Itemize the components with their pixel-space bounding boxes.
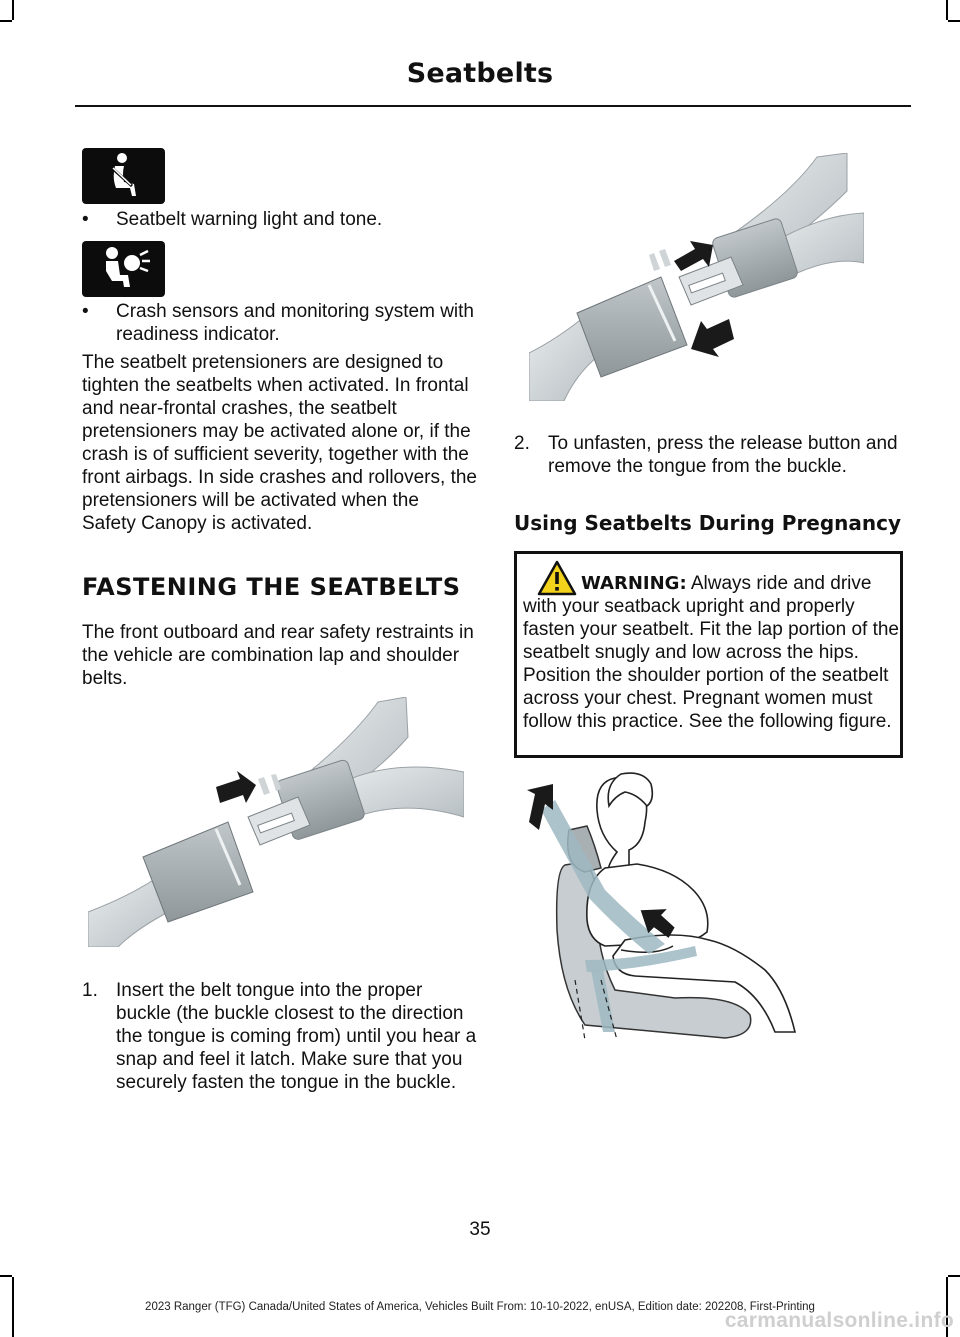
step-2	[514, 432, 904, 478]
fastening-heading: FASTENING THE SEATBELTS	[82, 573, 461, 601]
crop-mark	[948, 20, 960, 22]
step-number: 2.	[514, 433, 530, 454]
footer-edition: 2023 Ranger (TFG) Canada/United States of America, Vehicles Built From: 10-10-2022, enUSA, Edition date: 202208, First-Printing	[145, 1301, 815, 1313]
bullet-dot: •	[82, 209, 89, 230]
bullet-crash-sensors	[82, 300, 478, 346]
unfasten-belt-illustration	[529, 153, 864, 401]
header-rule	[75, 105, 911, 107]
step-1	[82, 979, 478, 1094]
pregnancy-seatbelt-illustration	[525, 770, 825, 1045]
warning-body: Always ride and drive with your seatback upright and properly fasten your seatbelt. Fit the lap portion of the seatbelt snugly and low across the hips. Position the shoulder portion of the seatbelt across your chest. Pregnant women must follow this practice. See the following figure.	[523, 573, 900, 732]
step-number: 1.	[82, 980, 98, 1001]
fasten-belt-illustration	[88, 697, 464, 947]
warning-label: WARNING:	[581, 573, 687, 594]
step-text: To unfasten, press the release button and remove the tongue from the buckle.	[548, 433, 898, 477]
pregnancy-heading: Using Seatbelts During Pregnancy	[514, 511, 902, 535]
crop-mark	[0, 1275, 12, 1277]
watermark: carmanualsonline.info	[724, 1309, 954, 1332]
warning-box	[514, 551, 903, 758]
seatbelt-warning-icon	[82, 148, 165, 204]
page-number: 35	[469, 1219, 491, 1240]
crop-mark	[12, 0, 14, 20]
crop-mark	[946, 0, 948, 20]
bullet-text: Seatbelt warning light and tone.	[116, 209, 383, 230]
page-title: Seatbelts	[406, 58, 554, 89]
bullet-text: Crash sensors and monitoring system with readiness indicator.	[116, 301, 474, 345]
crop-mark	[0, 20, 12, 22]
pretensioner-paragraph: The seatbelt pretensioners are designed to tighten the seatbelts when activated. In frontal and near-frontal crashes, the seatbelt pretensioners may be activated alone or, if the crash is of sufficient severity, together with the front airbags. In side crashes and rollovers, the pretensioners will be activated when the Safety Canopy is activated.	[82, 352, 477, 534]
airbag-readiness-icon	[82, 241, 165, 297]
bullet-seatbelt-warning	[82, 208, 478, 231]
crop-mark	[948, 1275, 960, 1277]
step-text: Insert the belt tongue into the proper buckle (the buckle closest to the direction the tongue is coming from) until you hear a snap and feel it latch. Make sure that you securely fasten the tongue in the buckle.	[116, 980, 477, 1093]
warning-text	[523, 572, 901, 733]
fastening-intro: The front outboard and rear safety restraints in the vehicle are combination lap and shoulder belts.	[82, 622, 474, 689]
bullet-dot: •	[82, 301, 89, 322]
